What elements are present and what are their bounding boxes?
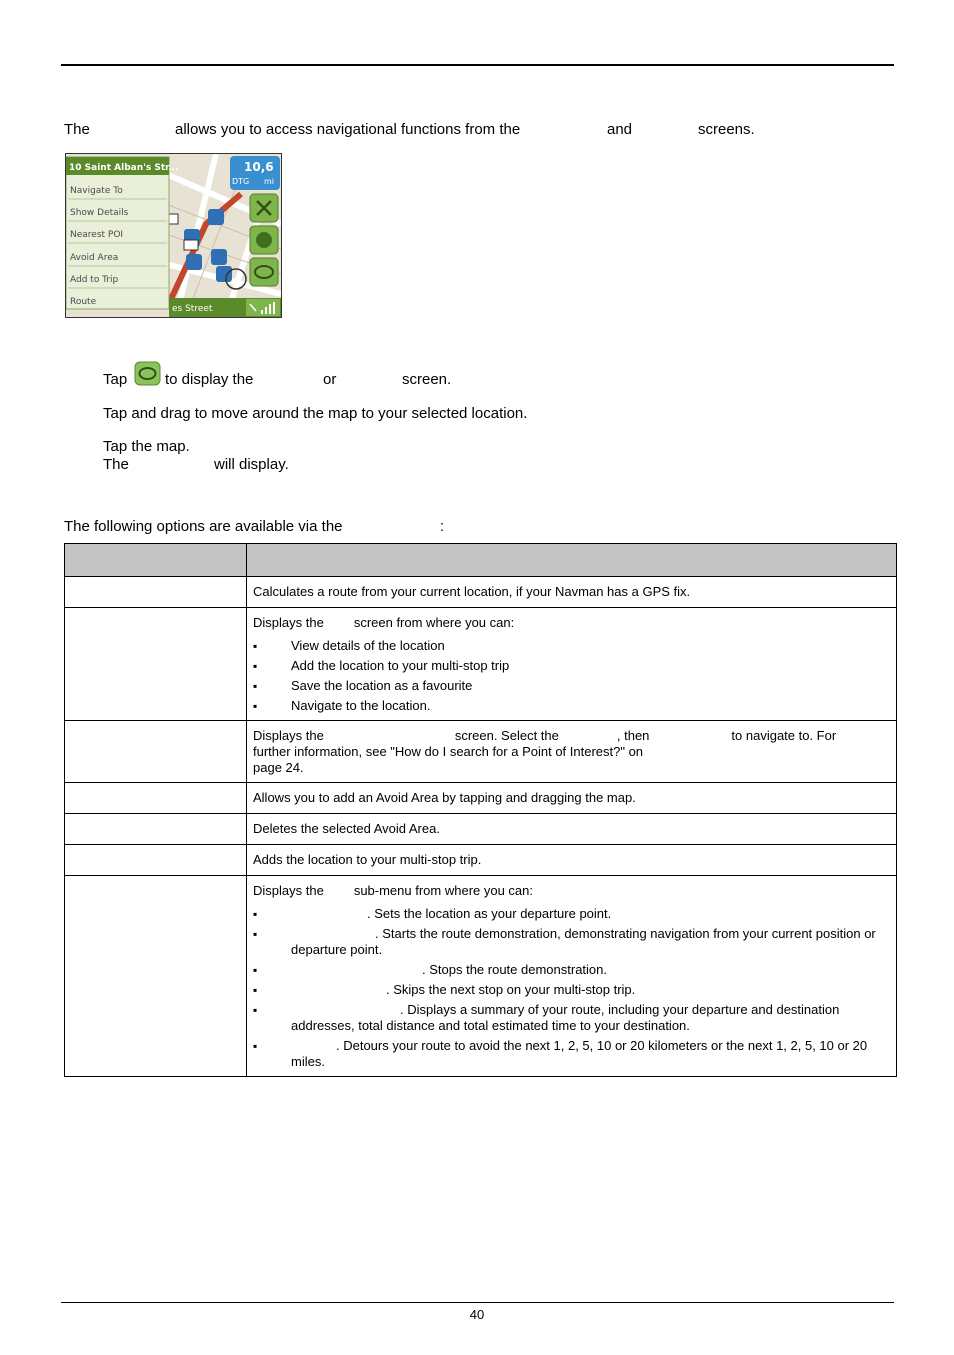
table-row: [65, 721, 897, 783]
option-desc: Adds the location to your multi-stop trip.: [253, 852, 482, 867]
option-desc: , then: [616, 728, 650, 743]
option-desc-cell: [247, 608, 897, 721]
screenshot-menu-item: Show Details: [70, 208, 129, 218]
list-item: [253, 926, 890, 958]
option-desc: to navigate to. For: [731, 728, 837, 743]
step3-will-display: will display.: [214, 456, 289, 473]
list-item-text: . Skips the next stop on your multi-stop trip.: [386, 982, 636, 997]
table-header-cell: [65, 544, 247, 577]
option-name-cell: [65, 608, 247, 721]
table-row: [65, 608, 897, 721]
zoom-out-button-icon: [134, 361, 161, 386]
option-desc: sub-menu from where you can:: [353, 883, 534, 898]
option-desc: page 24.: [253, 760, 304, 775]
step3-the: The: [103, 456, 129, 473]
options-table: [64, 543, 897, 1077]
option-desc: Allows you to add an Avoid Area by tapping and dragging the map.: [253, 790, 636, 805]
table-header-cell: [247, 544, 897, 577]
table-header-row: [65, 544, 897, 577]
option-desc-cell: [247, 783, 897, 814]
option-name-cell: [65, 876, 247, 1077]
step1-or: or: [323, 371, 337, 388]
list-item-text: . Starts the route demonstration, demonstrating navigation from your current position or departure point.: [291, 926, 876, 957]
options-intro-colon: :: [440, 518, 445, 535]
table-row: [65, 577, 897, 608]
list-item: ▪ Add the location to your multi-stop trip: [253, 658, 890, 674]
option-desc: Calculates a route from your current location, if your Navman has a GPS fix.: [253, 584, 691, 599]
option-desc: screen. Select the: [454, 728, 559, 743]
table-row: [65, 814, 897, 845]
screenshot-menu-item: Route: [70, 297, 97, 307]
list-item: [253, 962, 890, 978]
intro-text: allows you to access navigational functions from the: [175, 121, 521, 138]
header-rule: [61, 64, 894, 66]
step1-text: to display the: [165, 371, 254, 388]
list-item: ▪ View details of the location: [253, 638, 890, 654]
list-item: ▪ Navigate to the location.: [253, 698, 890, 714]
zoom-out-icon: [250, 258, 278, 286]
page-number: 40: [469, 1307, 485, 1322]
list-item: [253, 982, 890, 998]
option-desc: further information, see "How do I search for a Point of Interest?" on: [253, 744, 644, 759]
option-desc-cell: [247, 845, 897, 876]
intro-word-screens: screens.: [698, 121, 755, 138]
step2-text: Tap and drag to move around the map to your selected location.: [103, 405, 528, 422]
screenshot-distance-unit: mi: [264, 177, 275, 186]
close-icon: [250, 194, 278, 222]
step1-end: screen.: [402, 371, 452, 388]
screenshot-street-label: es Street: [172, 304, 213, 314]
table-row: [65, 783, 897, 814]
list-item: ▪ Save the location as a favourite: [253, 678, 890, 694]
options-intro-text: The following options are available via the: [64, 518, 343, 535]
intro-word-the: The: [64, 121, 90, 138]
option-desc: Deletes the selected Avoid Area.: [253, 821, 440, 836]
option-bullet-list: [253, 906, 890, 1070]
screenshot-menu-item: Navigate To: [70, 186, 123, 196]
screenshot-menu-item: Nearest POI: [70, 230, 124, 240]
table-row: [65, 845, 897, 876]
list-item: [253, 1002, 890, 1034]
map-menu-screenshot: [65, 153, 282, 318]
list-item-text: . Detours your route to avoid the next 1, 2, 5, 10 or 20 kilometers or the next 1, 2, 5, 10 or 20 miles.: [291, 1038, 868, 1069]
screenshot-menu-item: Avoid Area: [70, 253, 119, 263]
option-desc-cell: [247, 721, 897, 783]
list-item: [253, 1038, 890, 1070]
option-name-cell: [65, 577, 247, 608]
step1-tap: Tap: [103, 371, 128, 388]
option-bullet-list: [253, 638, 890, 714]
intro-word-and: and: [607, 121, 633, 138]
option-desc-cell: [247, 876, 897, 1077]
option-desc-cell: [247, 814, 897, 845]
option-desc: Displays the: [253, 615, 324, 630]
list-item-text: . Displays a summary of your route, including your departure and destination addresses, total distance and total estimated time to your destination.: [291, 1002, 840, 1033]
option-desc: screen from where you can:: [353, 615, 515, 630]
option-name-cell: [65, 721, 247, 783]
option-desc: Displays the: [253, 728, 324, 743]
screenshot-distance-value: 10,6: [244, 160, 274, 174]
list-item-text: . Stops the route demonstration.: [422, 962, 607, 977]
table-row: [65, 876, 897, 1077]
list-item-text: . Sets the location as your departure point.: [367, 906, 612, 921]
screenshot-distance-label: DTG: [232, 177, 250, 186]
option-desc-cell: [247, 577, 897, 608]
screenshot-menu-item: Add to Trip: [70, 275, 119, 285]
step3-line1: Tap the map.: [103, 438, 190, 455]
footer-rule: [61, 1302, 894, 1303]
screenshot-menu-title: 10 Saint Alban's Str...: [69, 163, 179, 173]
option-name-cell: [65, 845, 247, 876]
option-name-cell: [65, 814, 247, 845]
zoom-in-icon: [250, 226, 278, 254]
option-desc: Displays the: [253, 883, 324, 898]
option-name-cell: [65, 783, 247, 814]
signal-icon: [246, 299, 280, 316]
list-item: [253, 906, 890, 922]
